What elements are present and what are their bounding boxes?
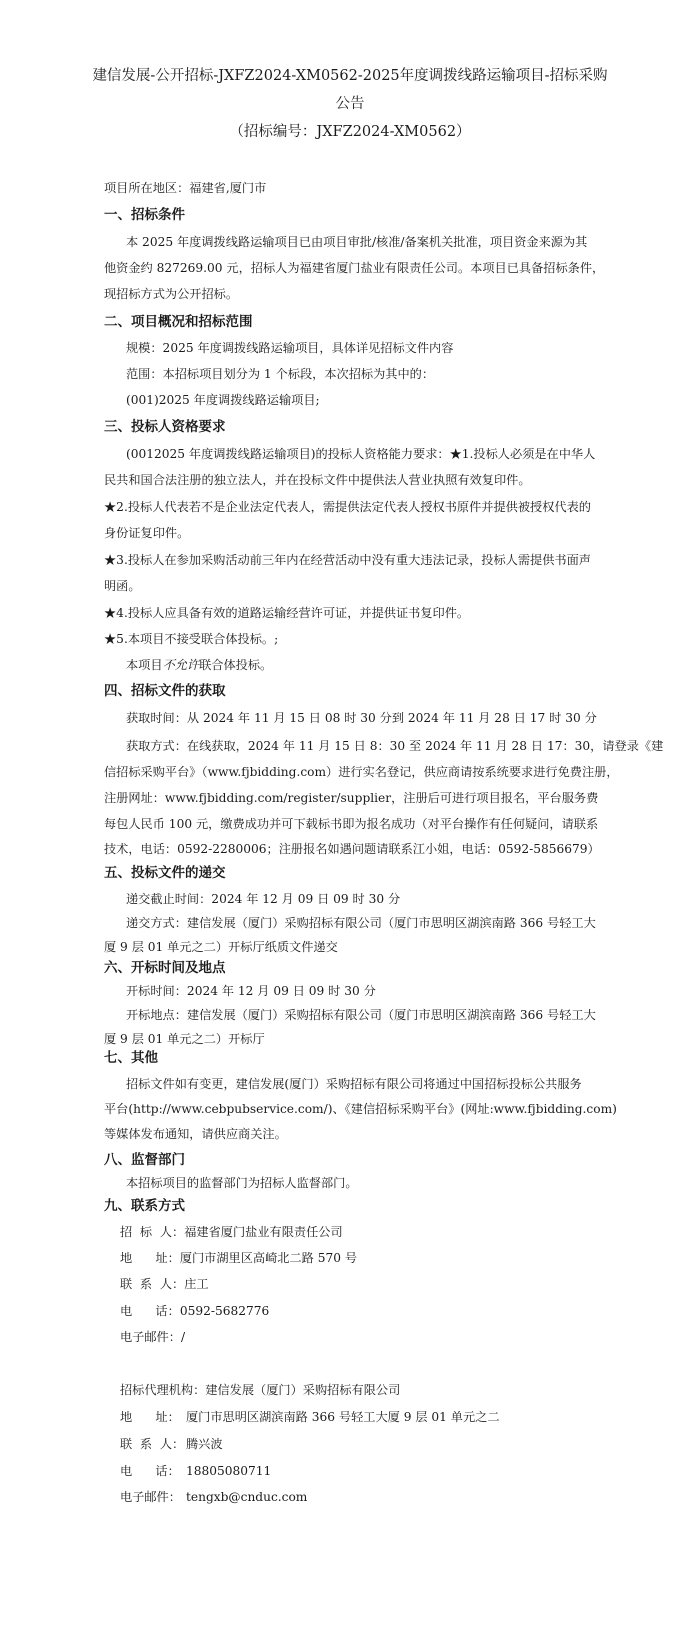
paragraph-line: 本 2025 年度调拨线路运输项目已由项目审批/核准/备案机关批准，项目资金来源为其 (126, 235, 588, 249)
consortium-suffix: 联合体投标。 (199, 658, 273, 672)
tenderer-phone-row (120, 1303, 269, 1319)
section-heading-scope: 二、项目概况和招标范围 (104, 314, 253, 330)
agency-phone-row (120, 1463, 271, 1479)
tenderer-contact-row (120, 1276, 209, 1292)
tenderer-name-row (120, 1224, 343, 1240)
agency-phone-label: 电 话： (120, 1464, 180, 1478)
paragraph-line: (0012025 年度调拨线路运输项目)的投标人资格能力要求：★1.投标人必须是在中华人 (126, 447, 596, 461)
agency-address-row (120, 1409, 500, 1425)
paragraph-line: 开标地点：建信发展（厦门）采购招标有限公司（厦门市思明区湖滨南路 366 号轻工大 (126, 1008, 596, 1022)
paragraph-line: 获取方式：在线获取，2024 年 11 月 15 日 8：30 至 2024 年 11 月 28 日 17：30，请登录《建 (126, 739, 664, 753)
title-line-1: 建信发展-公开招标-JXFZ2024-XM0562-2025年度调拨线路运输项目-招标采购 (92, 68, 608, 84)
tenderer-address-row (120, 1250, 357, 1266)
tenderer-address: 厦门市湖里区高崎北二路 570 号 (179, 1251, 358, 1265)
announcement-title (90, 62, 610, 146)
agency-phone: 18805080711 (186, 1464, 272, 1478)
section-heading-submission: 五、投标文件的递交 (104, 865, 226, 881)
title-line-2: 公告 (335, 96, 365, 112)
paragraph-line: 明函。 (104, 579, 141, 593)
consortium-prefix: 本项目 (126, 658, 163, 672)
paragraph-line: 本招标项目的监督部门为招标人监督部门。 (126, 1176, 358, 1190)
consortium-italic: 不允许 (162, 658, 200, 672)
agency-email-label: 电子邮件： (120, 1490, 181, 1504)
agency-address-label: 地 址： (120, 1410, 180, 1424)
paragraph-line: 现招标方式为公开招标。 (104, 287, 239, 301)
tenderer-address-label: 地 址： (120, 1251, 180, 1265)
paragraph-line: ★4.投标人应具备有效的道路运输经营许可证，并提供证书复印件。 (104, 606, 470, 620)
tenderer-email-label: 电子邮件： (120, 1330, 181, 1344)
paragraph-line: 递交方式：建信发展（厦门）采购招标有限公司（厦门市思明区湖滨南路 366 号轻工大 (126, 916, 596, 930)
paragraph-line: ★2.投标人代表若不是企业法定代表人，需提供法定代表人授权书原件并提供被授权代表的 (104, 500, 591, 514)
tenderer-phone: 0592-5682776 (179, 1304, 270, 1318)
section-heading-other: 七、其他 (104, 1050, 158, 1066)
paragraph-line: 规模：2025 年度调拨线路运输项目，具体详见招标文件内容 (126, 341, 454, 355)
tenderer-name-label: 招 标 人： (120, 1225, 185, 1239)
section-heading-opening: 六、开标时间及地点 (104, 960, 226, 976)
paragraph-line: 身份证复印件。 (104, 526, 190, 540)
agency-name-row (120, 1382, 400, 1398)
agency-contact-label: 联 系 人： (120, 1437, 185, 1451)
paragraph-line: 注册网址：www.fjbidding.com/register/supplier，注册后可进行项目报名，平台服务费 (104, 791, 599, 805)
section-heading-contacts: 九、联系方式 (104, 1198, 185, 1214)
agency-name: 建信发展（厦门）采购招标有限公司 (205, 1383, 401, 1397)
section-heading-supervision: 八、监督部门 (104, 1152, 185, 1168)
tender-number: （招标编号：JXFZ2024-XM0562） (229, 124, 471, 140)
agency-email-row (120, 1489, 307, 1505)
tenderer-email-row (120, 1329, 185, 1345)
paragraph-line: 获取时间：从 2024 年 11 月 15 日 08 时 30 分到 2024 年 11 月 28 日 17 时 30 分 (126, 711, 597, 725)
section-heading-conditions: 一、招标条件 (104, 207, 185, 223)
agency-name-label: 招标代理机构： (120, 1383, 206, 1397)
tenderer-email: / (180, 1330, 186, 1344)
paragraph-line: 招标文件如有变更，建信发展(厦门）采购招标有限公司将通过中国招标投标公共服务 (126, 1077, 582, 1091)
paragraph-line: 他资金约 827269.00 元，招标人为福建省厦门盐业有限责任公司。本项目已具备招标条件， (104, 261, 605, 275)
tenderer-contact: 庄工 (184, 1277, 209, 1291)
agency-address: 厦门市思明区湖滨南路 366 号轻工大厦 9 层 01 单元之二 (186, 1410, 500, 1424)
paragraph-line: 信招标采购平台》（www.fjbidding.com）进行实名登记，供应商请按系统要求进行免费注册， (104, 765, 619, 779)
paragraph-line: (001)2025 年度调拨线路运输项目; (126, 393, 320, 407)
paragraph-line: 每包人民币 100 元，缴费成功并可下载标书即为报名成功（对平台操作有任何疑问，请联系 (104, 817, 599, 831)
paragraph-line: 开标时间：2024 年 12 月 09 日 09 时 30 分 (126, 984, 376, 998)
paragraph-line: 等媒体发布通知，请供应商关注。 (104, 1127, 287, 1141)
agency-contact: 腾兴波 (186, 1437, 223, 1451)
tenderer-name: 福建省厦门盐业有限责任公司 (184, 1225, 343, 1239)
paragraph-line: ★5.本项目不接受联合体投标。; (104, 632, 279, 646)
paragraph-line: 厦 9 层 01 单元之二）开标厅 (104, 1032, 265, 1046)
paragraph-line: 民共和国合法注册的独立法人，并在投标文件中提供法人营业执照有效复印件。 (104, 473, 531, 487)
project-location: 项目所在地区：福建省,厦门市 (104, 181, 267, 195)
paragraph-line: 递交截止时间：2024 年 12 月 09 日 09 时 30 分 (126, 892, 401, 906)
agency-email: tengxb@cnduc.com (186, 1490, 308, 1504)
consortium-note (126, 657, 272, 673)
paragraph-line: ★3.投标人在参加采购活动前三年内在经营活动中没有重大违法记录，投标人需提供书面声 (104, 553, 591, 567)
section-heading-documents: 四、招标文件的获取 (104, 683, 226, 699)
tenderer-contact-label: 联 系 人： (120, 1277, 185, 1291)
tenderer-phone-label: 电 话： (120, 1304, 180, 1318)
paragraph-line: 技术，电话：0592-2280006；注册报名如遇问题请联系江小姐，电话：0592-5856679） (104, 842, 600, 856)
agency-contact-row (120, 1436, 223, 1452)
section-heading-qualification: 三、投标人资格要求 (104, 419, 226, 435)
paragraph-line: 厦 9 层 01 单元之二）开标厅纸质文件递交 (104, 940, 338, 954)
paragraph-line: 范围：本招标项目划分为 1 个标段，本次招标为其中的： (126, 367, 435, 381)
paragraph-line: 平台(http://www.cebpubservice.com/)、《建信招标采购平台》(网址:www.fjbidding.com) (104, 1102, 617, 1116)
